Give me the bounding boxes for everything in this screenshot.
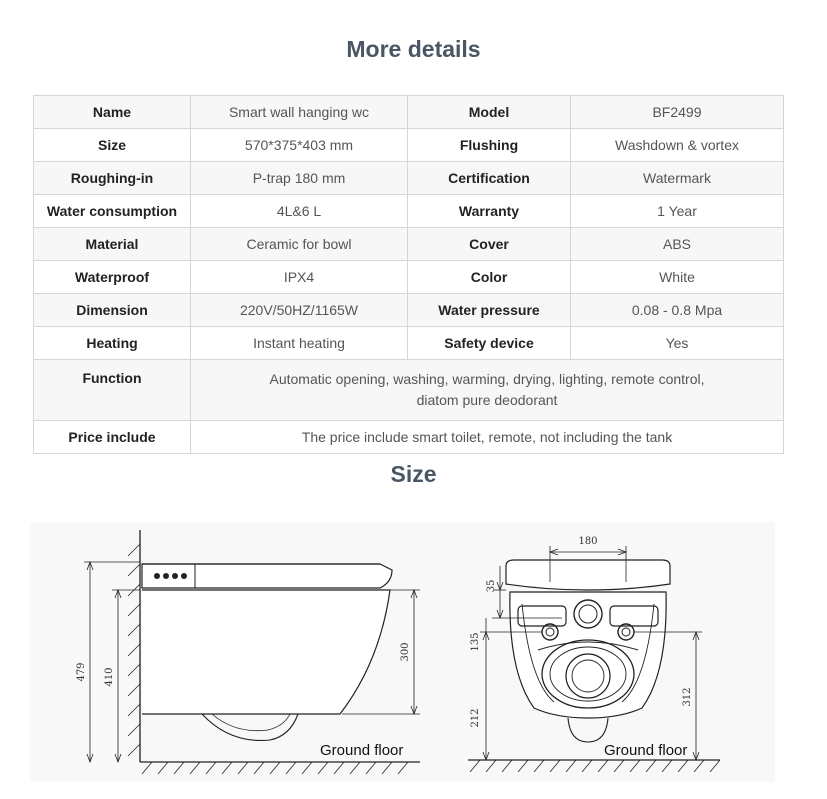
spec-key: Safety device [408, 327, 571, 360]
table-row [34, 228, 784, 261]
function-line-2: diatom pure deodorant [416, 392, 558, 408]
spec-value: Washdown & vortex [571, 129, 784, 162]
spec-value: IPX4 [191, 261, 408, 294]
table-row [34, 294, 784, 327]
dim-180: 180 [578, 536, 598, 547]
spec-value: 0.08 - 0.8 Mpa [571, 294, 784, 327]
dim-312: 312 [682, 687, 693, 707]
spec-key: Water consumption [34, 195, 191, 228]
table-row [34, 360, 784, 421]
spec-key: Size [34, 129, 191, 162]
table-row [34, 421, 784, 454]
dim-479: 479 [76, 662, 87, 682]
dim-300: 300 [400, 642, 411, 662]
spec-value: 220V/50HZ/1165W [191, 294, 408, 327]
details-title: More details [346, 36, 481, 62]
spec-value [191, 360, 784, 421]
spec-value: Ceramic for bowl [191, 228, 408, 261]
dim-410: 410 [104, 667, 115, 687]
spec-value: Yes [571, 327, 784, 360]
ground-floor-label-side: Ground floor [320, 742, 404, 759]
spec-key: Dimension [34, 294, 191, 327]
table-row [34, 261, 784, 294]
size-title: Size [390, 461, 437, 487]
spec-value: White [571, 261, 784, 294]
spec-value: P-trap 180 mm [191, 162, 408, 195]
spec-value: ABS [571, 228, 784, 261]
spec-key: Function [34, 360, 191, 421]
spec-key: Roughing-in [34, 162, 191, 195]
spec-key: Waterproof [34, 261, 191, 294]
spec-key: Water pressure [408, 294, 571, 327]
spec-key: Heating [34, 327, 191, 360]
spec-key: Price include [34, 421, 191, 454]
spec-key: Warranty [408, 195, 571, 228]
table-row [34, 162, 784, 195]
table-row [34, 327, 784, 360]
spec-key: Name [34, 96, 191, 129]
spec-value: Smart wall hanging wc [191, 96, 408, 129]
spec-value: 4L&6 L [191, 195, 408, 228]
spec-value: 1 Year [571, 195, 784, 228]
table-row [34, 129, 784, 162]
table-row [34, 195, 784, 228]
spec-value: Instant heating [191, 327, 408, 360]
dimension-drawing [30, 522, 775, 782]
spec-table [33, 95, 784, 454]
spec-value: BF2499 [571, 96, 784, 129]
spec-key: Material [34, 228, 191, 261]
ground-floor-label-front: Ground floor [604, 742, 688, 759]
spec-key: Certification [408, 162, 571, 195]
spec-value: Watermark [571, 162, 784, 195]
dim-35: 35 [486, 579, 497, 593]
dim-135: 135 [470, 632, 481, 652]
spec-value: 570*375*403 mm [191, 129, 408, 162]
function-line-1: Automatic opening, washing, warming, drying, lighting, remote control, [269, 371, 705, 387]
spec-key: Cover [408, 228, 571, 261]
table-row [34, 96, 784, 129]
spec-key: Color [408, 261, 571, 294]
dim-212: 212 [470, 708, 481, 728]
spec-value: The price include smart toilet, remote, not including the tank [191, 421, 784, 454]
spec-key: Flushing [408, 129, 571, 162]
spec-key: Model [408, 96, 571, 129]
